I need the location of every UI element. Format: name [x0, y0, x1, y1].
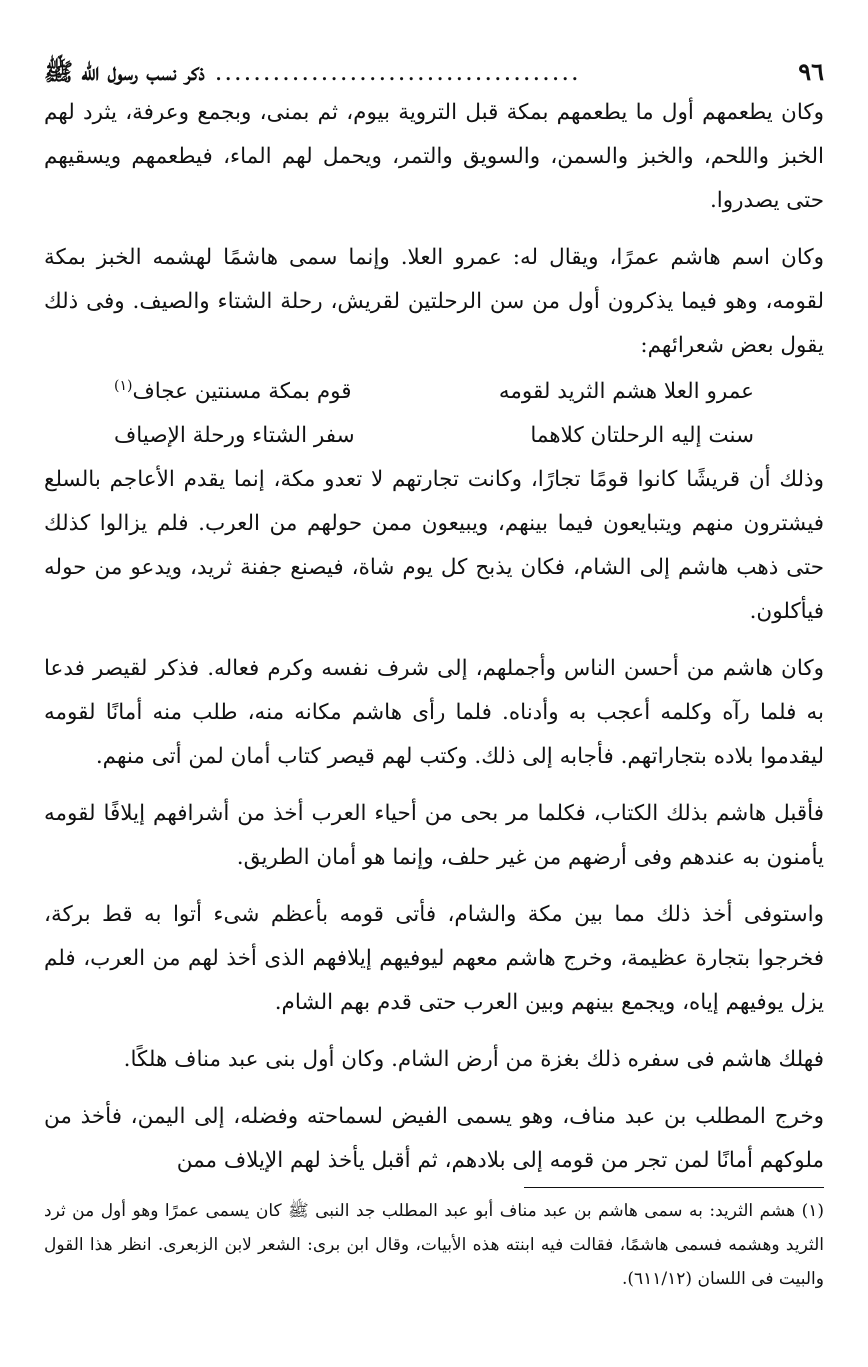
verse-first-hemistich: سنت إليه الرحلتان كلاهما: [530, 423, 754, 448]
paragraph: وذلك أن قريشًا كانوا قومًا تجارًا، وكانت تجارتهم لا تعدو مكة، إنما يقدم الأعاجم بالسلع فيشترون منهم ويتبايعون فيما بينهم، ويبيعون ممن حولهم من العرب. فلم يزالوا كذلك حتى ذهب هاشم إلى الشام، فكان يذبح كل يوم شاة، فيصنع جفنة ثريد، ويدعو من حوله فيأكلون.: [44, 467, 824, 624]
verse-first-hemistich: عمرو العلا هشم الثريد لقومه: [498, 379, 754, 404]
page: [44, 55, 824, 1296]
paragraph: وكان اسم هاشم عمرًا، ويقال له: عمرو العلا. وإنما سمى هاشمًا لهشمه الخبز بمكة لقومه، وهو فيما يذكرون أول من سن الرحلتين لقريش، رحلة الشتاء والصيف. وفى ذلك يقول بعض شعرائهم:: [44, 245, 824, 358]
verse-second-hemistich-text: قوم بمكة مسنتين عجاف: [132, 379, 352, 404]
footnote: (١) هشم الثريد: به سمى هاشم بن عبد مناف أبو عبد المطلب جد النبى ﷺ كان يسمى عمرًا وهو أول من ثرد الثريد وهشمه فسمى هاشمًا، فقالت فيه ابنته هذه الأبيات، وقال ابن برى: الشعر لابن الزبعرى. انظر هذا القول والبيت فى اللسان (٦١١/١٢).: [44, 1201, 824, 1289]
paragraph: وكان يطعمهم أول ما يطعمهم بمكة قبل التروية بيوم، ثم بمنى، وبجمع وعرفة، يثرد لهم الخبز واللحم، والخبز والسمن، والسويق والتمر، ويحمل لهم الماء، فيطعمهم ويسقيهم حتى يصدروا.: [44, 100, 824, 213]
paragraph: وخرج المطلب بن عبد مناف، وهو يسمى الفيض لسماحته وفضله، إلى اليمن، فأخذ من ملوكهم أمانًا لمن تجر من قومه إلى بلادهم، ثم أقبل يأخذ لهم الإيلاف ممن: [44, 1104, 824, 1173]
footnote-separator: [524, 1187, 824, 1188]
poem: [44, 370, 824, 458]
poem-verse: [44, 414, 824, 458]
footnote-marker: (١): [114, 377, 133, 394]
page-number: ٩٦: [798, 57, 824, 86]
poem-verse: [44, 370, 824, 414]
paragraph: فهلك هاشم فى سفره ذلك بغزة من أرض الشام. وكان أول بنى عبد مناف هلكًا.: [123, 1047, 824, 1072]
body-text: [44, 91, 824, 1183]
running-header: [44, 55, 824, 91]
paragraph: وكان هاشم من أحسن الناس وأجملهم، إلى شرف نفسه وكرم فعاله. فذكر لقيصر فدعا به فلما رآه وكلمه أعجب به وأدناه. فلما رأى هاشم مكانه منه، طلب منه أمانًا لقومه ليقدموا بلاده بتجاراتهم. فأجابه إلى ذلك. وكتب لهم قيصر كتاب أمان لمن أتى منهم.: [44, 656, 824, 769]
paragraph: فأقبل هاشم بذلك الكتاب، فكلما مر بحى من أحياء العرب أخذ من أشرافهم إيلافًا لقومه يأمنون به عندهم وفى أرضهم من غير حلف، وإنما هو أمان الطريق.: [44, 801, 824, 870]
running-title: ذكر نسب رسول الله ﷺ: [44, 57, 205, 86]
paragraph: واستوفى أخذ ذلك مما بين مكة والشام، فأتى قومه بأعظم شىء أتوا به قط بركة، فخرجوا بتجارة عظيمة، وخرج هاشم معهم ليوفيهم إيلافهم الذى أخذ لهم من العرب، فلم يزل يوفيهم إياه، ويجمع بينهم وبين العرب حتى قدم بهم الشام.: [44, 902, 824, 1015]
verse-second-hemistich: سفر الشتاء ورحلة الإصياف: [114, 423, 355, 448]
verse-second-hemistich: [114, 370, 352, 414]
header-leader-dots: ......................................: [214, 58, 581, 86]
